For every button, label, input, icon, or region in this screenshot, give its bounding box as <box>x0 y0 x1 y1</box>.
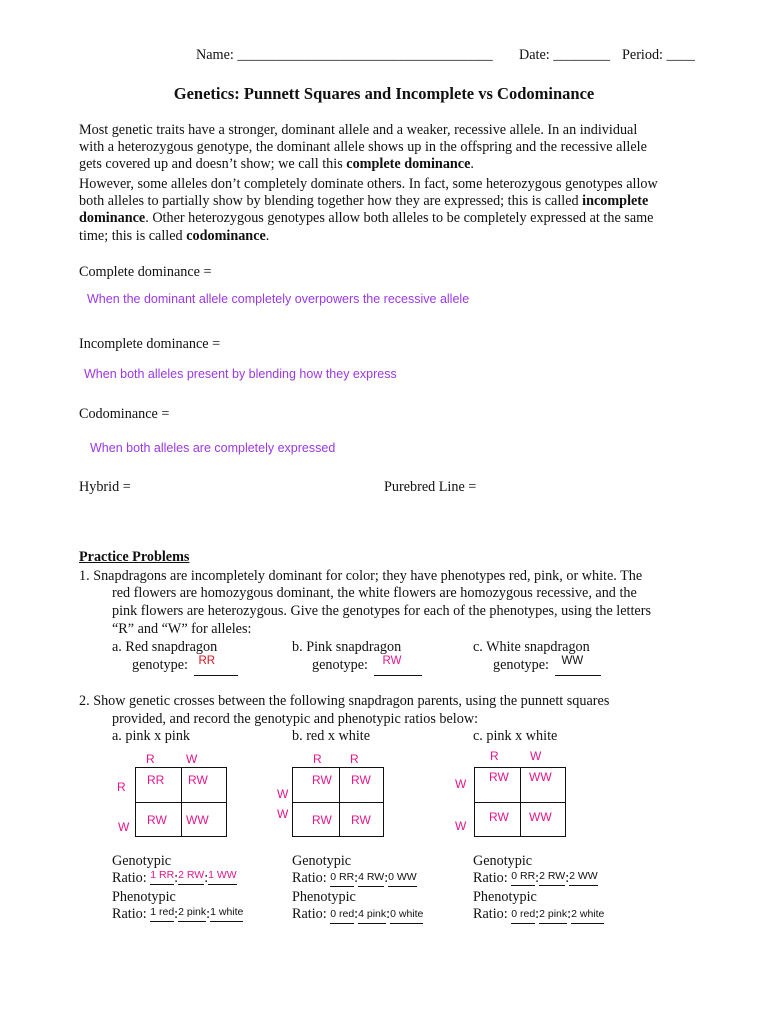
intro-line: with a heterozygous genotype, the dominant allele shows up in the offspring and the recessive allele <box>79 139 647 155</box>
incomplete-dominance-answer[interactable]: When both alleles present by blending how they express <box>84 367 397 381</box>
ratio-separator: : <box>174 906 179 922</box>
q1-option-c: c. White snapdragon <box>473 639 590 655</box>
genotypic-label: Genotypic <box>473 853 533 869</box>
incomplete-dominance-label: Incomplete dominance = <box>79 336 221 352</box>
phenotypic-ratio <box>292 906 423 924</box>
ratio-value[interactable]: 0 RR <box>330 869 354 886</box>
ratio-separator: : <box>204 870 209 886</box>
top-allele-label: R <box>350 752 359 766</box>
punnett-cell[interactable]: WW <box>186 813 209 827</box>
ratio-label: Ratio: <box>112 870 147 886</box>
punnett-cell[interactable]: WW <box>529 770 552 784</box>
ratio-separator: : <box>535 870 540 886</box>
codominance-answer[interactable]: When both alleles are completely expressed <box>90 441 336 455</box>
date-field-label: Date: ________ <box>519 47 611 63</box>
intro-line <box>79 210 653 227</box>
ratio-separator: : <box>535 906 540 922</box>
ratio-separator: : <box>565 870 570 886</box>
ratio-separator: : <box>174 870 179 886</box>
term-dominance: dominance <box>79 210 146 226</box>
punnett-square <box>474 767 566 837</box>
intro-line: Most genetic traits have a stronger, dominant allele and a weaker, recessive allele. In an individual <box>79 122 638 138</box>
intro-line <box>79 193 648 210</box>
name-field-label: Name: ____________________________________ <box>196 47 493 63</box>
punnett-cell[interactable]: RW <box>351 813 371 827</box>
side-allele-label: R <box>117 780 126 794</box>
punnett-cell[interactable]: RW <box>312 813 332 827</box>
q1-c-genotype <box>493 657 601 675</box>
intro-line <box>79 156 474 173</box>
intro-text: both alleles to partially show by blending together how they are expressed; this is called <box>79 193 583 209</box>
ratio-separator: : <box>206 906 211 922</box>
complete-dominance-answer[interactable]: When the dominant allele completely overpowers the recessive allele <box>87 292 470 306</box>
q1-option-b: b. Pink snapdragon <box>292 639 402 655</box>
ratio-separator: : <box>354 870 359 886</box>
q1-a-genotype <box>132 657 238 675</box>
top-allele-label: R <box>313 752 322 766</box>
ratio-label: Ratio: <box>473 870 508 886</box>
intro-text: time; this is called <box>79 228 187 244</box>
punnett-cell[interactable]: RW <box>312 773 332 787</box>
ratio-value[interactable]: 0 RR <box>511 868 535 885</box>
term-complete-dominance: complete dominance <box>346 156 471 172</box>
punnett-cell[interactable]: RW <box>489 810 509 824</box>
ratio-value[interactable]: 4 RW <box>358 869 384 886</box>
side-allele-label: W <box>277 807 289 821</box>
genotype-label: genotype: <box>312 657 368 673</box>
ratio-label: Ratio: <box>292 906 327 922</box>
punnett-cell[interactable]: RW <box>489 770 509 784</box>
ratio-label: Ratio: <box>112 906 147 922</box>
q1-option-a: a. Red snapdragon <box>112 639 218 655</box>
ratio-value[interactable]: 2 RW <box>539 868 565 885</box>
term-incomplete: incomplete <box>582 193 649 209</box>
punnett-cell[interactable]: RW <box>188 773 208 787</box>
ratio-value[interactable]: 2 RW <box>178 867 204 884</box>
hybrid-label: Hybrid = <box>79 479 131 495</box>
punnett-cell[interactable]: RW <box>351 773 371 787</box>
period-field-label: Period: ____ <box>622 47 695 63</box>
q2-option-a: a. pink x pink <box>112 728 191 744</box>
intro-text: . Other heterozygous genotypes allow both alleles to be completely expressed at the same <box>145 210 654 226</box>
question-2-line: provided, and record the genotypic and phenotypic ratios below: <box>112 711 479 727</box>
genotype-answer: RR <box>198 655 216 667</box>
intro-line <box>79 228 269 245</box>
question-1-line: 1. Snapdragons are incompletely dominant for color; they have phenotypes red, pink, or white. The <box>79 568 643 584</box>
genotypic-label: Genotypic <box>292 853 352 869</box>
top-allele-label: R <box>146 752 155 766</box>
genotype-answer: WW <box>561 655 584 667</box>
genotype-blank[interactable] <box>194 657 238 675</box>
ratio-value[interactable]: 1 white <box>210 904 243 921</box>
ratio-value[interactable]: 2 WW <box>569 868 598 885</box>
genotypic-ratio <box>112 870 237 888</box>
phenotypic-label: Phenotypic <box>112 889 176 905</box>
codominance-label: Codominance = <box>79 406 170 422</box>
genotypic-ratio <box>292 870 417 888</box>
ratio-value[interactable]: 4 pink <box>358 906 386 923</box>
ratio-separator: : <box>386 906 391 922</box>
phenotypic-label: Phenotypic <box>473 889 537 905</box>
genotypic-ratio <box>473 870 598 888</box>
ratio-value[interactable]: 0 WW <box>388 869 417 886</box>
purebred-line-label: Purebred Line = <box>384 479 477 495</box>
ratio-value[interactable]: 2 pink <box>178 904 206 921</box>
practice-problems-heading: Practice Problems <box>79 549 190 565</box>
genotype-label: genotype: <box>132 657 188 673</box>
intro-text: . <box>470 156 474 172</box>
ratio-value[interactable]: 1 red <box>150 904 174 921</box>
question-1-line: red flowers are homozygous dominant, the white flowers are homozygous recessive, and the <box>112 585 637 601</box>
ratio-value[interactable]: 0 red <box>330 906 354 923</box>
punnett-cell[interactable]: RR <box>147 773 165 787</box>
punnett-cell[interactable]: RW <box>147 813 167 827</box>
ratio-value[interactable]: 1 RR <box>150 867 174 884</box>
question-1-line: “R” and “W” for alleles: <box>112 621 252 637</box>
side-allele-label: W <box>455 819 467 833</box>
top-allele-label: W <box>186 752 198 766</box>
term-codominance: codominance <box>186 228 266 244</box>
intro-line: However, some alleles don’t completely dominate others. In fact, some heterozygous genotypes allow <box>79 176 658 192</box>
ratio-value[interactable]: 0 red <box>511 906 535 923</box>
phenotypic-label: Phenotypic <box>292 889 356 905</box>
question-2-line: 2. Show genetic crosses between the following snapdragon parents, using the punnett squares <box>79 693 610 709</box>
ratio-label: Ratio: <box>473 906 508 922</box>
q2-option-b: b. red x white <box>292 728 371 744</box>
complete-dominance-label: Complete dominance = <box>79 264 212 280</box>
ratio-value[interactable]: 0 white <box>390 906 423 923</box>
genotype-label: genotype: <box>493 657 549 673</box>
ratio-label: Ratio: <box>292 870 327 886</box>
ratio-separator: : <box>354 906 359 922</box>
ratio-separator: : <box>567 906 572 922</box>
intro-text: gets covered up and doesn’t show; we call this <box>79 156 347 172</box>
phenotypic-ratio <box>112 906 243 924</box>
side-allele-label: W <box>277 787 289 801</box>
punnett-cell[interactable]: WW <box>529 810 552 824</box>
page-title: Genetics: Punnett Squares and Incomplete vs Codominance <box>173 84 595 103</box>
side-allele-label: W <box>455 777 467 791</box>
ratio-value[interactable]: 1 WW <box>208 867 237 884</box>
phenotypic-ratio <box>473 906 604 924</box>
genotype-answer: RW <box>382 655 402 667</box>
question-1-line: pink flowers are heterozygous. Give the genotypes for each of the phenotypes, using the letters <box>112 603 651 619</box>
top-allele-label: R <box>490 749 499 763</box>
genotypic-label: Genotypic <box>112 853 172 869</box>
top-allele-label: W <box>530 749 542 763</box>
q1-b-genotype <box>312 657 422 675</box>
ratio-value[interactable]: 2 pink <box>539 906 567 923</box>
intro-text: . <box>265 228 270 244</box>
ratio-separator: : <box>384 870 389 886</box>
ratio-value[interactable]: 2 white <box>571 906 604 923</box>
genotype-blank[interactable] <box>555 657 601 675</box>
side-allele-label: W <box>118 820 130 834</box>
q2-option-c: c. pink x white <box>473 728 558 744</box>
genotype-blank[interactable] <box>374 657 422 675</box>
